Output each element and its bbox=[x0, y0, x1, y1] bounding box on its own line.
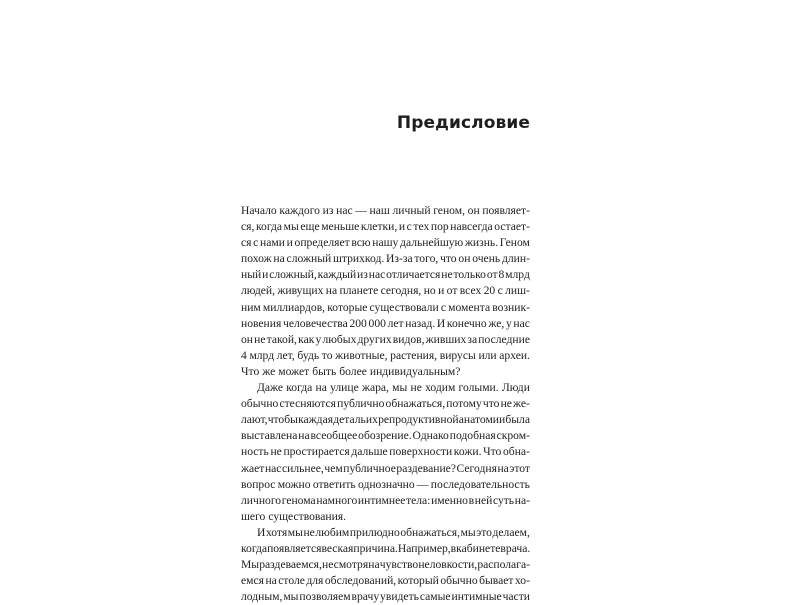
text-line: когда появляется веская причина. Например, в кабинете врача. bbox=[241, 541, 531, 555]
text-line: похож на сложный штрихкод. Из-за того, что он очень длин- bbox=[241, 252, 530, 266]
text-line: ся с нами и определяет всю нашу дальнейшую жизнь. Геном bbox=[241, 236, 530, 250]
text-line: И хотя мы не любим прилюдно обнажаться, мы это делаем, bbox=[257, 525, 530, 539]
text-line: жает нас сильнее, чем публичное раздевание? Сегодня на этот bbox=[241, 461, 530, 475]
text-line: Даже когда на улице жара, мы не ходим голыми. Люди bbox=[257, 381, 530, 395]
body-text bbox=[241, 203, 530, 605]
text-line: 4 млрд лет, будь то животные, растения, вирусы или археи. bbox=[241, 348, 530, 362]
text-line: шего существования. bbox=[241, 509, 347, 523]
text-line: лодным, мы позволяем врачу увидеть самые интимные части bbox=[241, 590, 530, 604]
text-line: людей, живущих на планете сегодня, но и от всех 20 с лиш- bbox=[241, 284, 530, 298]
text-line: Что же может быть более индивидуальным? bbox=[241, 364, 461, 378]
text-line: обычно стесняются публично обнажаться, потому что не же- bbox=[241, 397, 530, 411]
text-line: ный и сложный, каждый из нас отличается не только от 8 млрд bbox=[241, 268, 530, 282]
text-line: Мы раздеваемся, несмотря на чувство неловкости, располага- bbox=[241, 558, 530, 572]
text-line: личного генома намного интимнее тела: именно в ней суть на- bbox=[241, 493, 530, 507]
text-line: вопрос можно ответить однозначно — последовательность bbox=[241, 477, 530, 491]
text-line: новения человечества 200 000 лет назад. И конечно же, у нас bbox=[241, 316, 530, 330]
text-line: емся на столе для обследований, который обычно бывает хо- bbox=[241, 574, 530, 588]
text-line: ся, когда мы еще меньше клетки, и с тех пор навсегда остает- bbox=[241, 220, 530, 234]
text-line: Начало каждого из нас — наш личный геном, он появляет- bbox=[241, 204, 530, 217]
text-line: лают, чтобы каждая деталь их репродуктивной анатомии была bbox=[241, 413, 530, 427]
text-line: выставлена на всеобщее обозрение. Однако подобная скром- bbox=[241, 429, 530, 443]
chapter-title: Предисловие bbox=[396, 113, 530, 133]
text-line: ность не простирается дальше поверхности кожи. Что обна- bbox=[241, 445, 530, 459]
text-line: ним миллиардов, которые существовали с момента возник- bbox=[241, 300, 530, 314]
text-line: он не такой, как у любых других видов, живших за последние bbox=[241, 332, 530, 346]
